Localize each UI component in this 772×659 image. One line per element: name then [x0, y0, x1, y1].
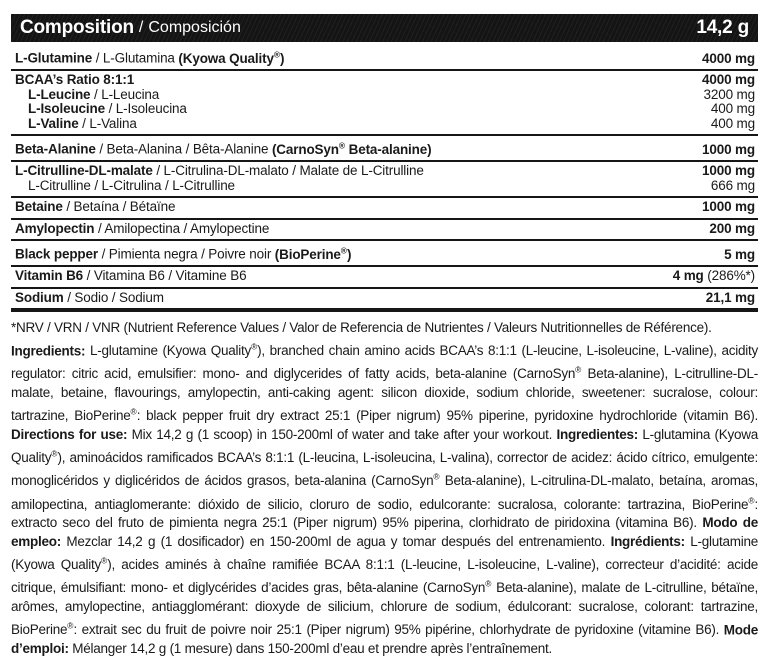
row-label — [15, 164, 692, 179]
row-label — [15, 200, 692, 215]
text-segment: 3200 mg — [703, 86, 755, 102]
row-value — [663, 269, 755, 284]
text-segment: / Pimienta negra / Poivre noir — [97, 246, 275, 262]
text-segment: / Betaína / Bétaïne — [62, 199, 176, 214]
text-segment: / L-Valina — [78, 115, 137, 131]
row-value — [694, 88, 756, 103]
registered-trademark-symbol: ® — [273, 49, 280, 59]
text-segment: L-Isoleucine — [28, 101, 105, 116]
row-value — [701, 117, 755, 132]
text-segment: L-glutamina (Kyowa Quality®), aminoácidos ramificados BCAA’s 8:1:1 (L-leucina, L-isoleucina, L-valina), corrector de acidez: ácido cítrico, emulgente: monoglicéridos y diglicéridos de ácidos grasos, beta-alanina (CarnoSyn® Beta-alanine), L-citrulina-DL-malato, betaína, aromas, amilopectina, antiaglomerante: dióxido de silicio, cloruro de sodio, edulcorante: sucralosa, colorante: tartrazina, BioPerine®: extracto seco del fruto de pimienta negra 25:1 (Piper nigrum) 95% piperina, clorhidrato de piridoxina (vitamina B6). — [11, 427, 759, 531]
table-row — [15, 222, 755, 237]
row-value — [696, 291, 755, 306]
registered-trademark-symbol: ® — [130, 406, 137, 417]
table-group — [11, 241, 758, 267]
table-row — [15, 102, 755, 117]
text-segment: L-Glutamine — [15, 50, 93, 66]
row-value — [701, 179, 755, 194]
text-segment: 21,1 mg — [705, 289, 755, 305]
registered-trademark-symbol: ® — [338, 140, 346, 150]
text-segment: Mezclar 14,2 g (1 dosificador) en 150-200ml de agua y tomar después del entrenamiento. — [61, 534, 611, 550]
header-title: Composition — [20, 17, 134, 38]
row-value — [692, 73, 755, 88]
row-label — [15, 269, 663, 284]
text-segment: 4000 mg — [702, 72, 755, 87]
header-separator: / — [138, 19, 144, 36]
text-segment: 400 mg — [710, 115, 755, 131]
composition-panel — [11, 14, 758, 659]
text-segment: (286%*) — [703, 268, 755, 283]
table-row — [15, 164, 755, 179]
registered-trademark-symbol: ® — [101, 555, 108, 566]
text-segment: Mélanger 14,2 g (1 mesure) dans 150-200ml d’eau et prendre après l’entraînement. — [68, 641, 553, 657]
registered-trademark-symbol: ® — [485, 578, 492, 589]
table-group — [11, 289, 758, 313]
text-segment: Mix 14,2 g (1 scoop) in 150-200ml of water and take after your workout. — [127, 427, 557, 443]
registered-trademark-symbol: ® — [575, 364, 582, 375]
text-segment: L-Citrulline-DL-malate — [15, 163, 153, 178]
registered-trademark-symbol: ® — [51, 448, 58, 459]
ingredients-paragraph — [11, 338, 758, 659]
text-segment: 1000 mg — [702, 163, 755, 178]
text-segment: Black pepper — [15, 246, 98, 262]
text-segment: L-Leucine — [28, 86, 91, 102]
text-segment: BCAA’s Ratio 8:1:1 — [15, 72, 135, 87]
text-segment: / L-Leucina — [90, 86, 160, 102]
table-group — [11, 136, 758, 162]
text-segment: Ingredients: — [11, 343, 86, 359]
text-segment: / L-Isoleucina — [104, 101, 187, 116]
row-label — [15, 73, 692, 88]
row-value — [714, 248, 755, 263]
table-row — [15, 73, 755, 88]
row-label — [15, 222, 699, 237]
text-segment: / Sodio / Sodium — [63, 289, 164, 305]
text-segment: 400 mg — [710, 101, 755, 116]
row-label — [15, 138, 692, 157]
table-group — [11, 71, 758, 136]
composition-header-bar — [11, 14, 758, 42]
table-group — [11, 162, 758, 198]
table-group — [11, 267, 758, 289]
row-label — [15, 88, 694, 103]
table-row — [15, 47, 755, 66]
text-segment: Sodium — [15, 289, 64, 305]
text-segment: / L-Citrulina-DL-malato / Malate de L-Citrulline — [152, 163, 424, 178]
text-segment: Ingredientes: — [556, 427, 638, 443]
row-value — [699, 222, 755, 237]
row-label — [15, 291, 696, 306]
row-label — [15, 47, 692, 66]
text-segment: L-glutamine (Kyowa Quality®), branched chain amino acids BCAA’s 8:1:1 (L-leucine, L-isoleucine, L-valine), acidity regulator: citric acid, emulsifier: mono- and diglycerides of fatty acids, beta-alanine (CarnoSyn® Beta-alanine), L-citrulline-DL-malate, betaine, flavourings, amylopectin, anti-caking agent: silicon dioxide, sodium chloride, sweetener: sucralose, colour: tartrazine, BioPerine®: black pepper fruit dry extract 25:1 (Piper nigrum) 95% piperine, pyridoxine hydrochloride (vitamin B6). — [11, 341, 759, 424]
row-label — [15, 179, 701, 194]
registered-trademark-symbol: ® — [340, 245, 347, 255]
row-label — [15, 117, 701, 132]
text-segment: Ingrédients: — [610, 534, 685, 550]
text-segment: Modo de empleo: — [11, 515, 758, 550]
text-segment: L-Citrulline / L-Citrulina / L-Citrulline — [28, 177, 235, 193]
table-group — [11, 198, 758, 220]
text-segment: Vitamin B6 — [15, 268, 84, 283]
text-segment: / L-Glutamina — [92, 50, 179, 66]
text-segment: Mode d’emploi: — [11, 622, 758, 657]
row-value — [692, 164, 755, 179]
row-value — [692, 200, 755, 215]
row-value — [692, 143, 755, 158]
table-row — [15, 200, 755, 215]
text-segment: L-glutamine (Kyowa Quality®), acides aminés à chaîne ramifiée BCAA 8:1:1 (L-leucine, L-isoleucine, L-valine), correcteur d’acidité: acide citrique, émulsifiant: mono- et diglycérides d’acides gras, bêta-alanine (CarnoSyn® Beta-alanine), malate de L-citrulline, bétaïne, arômes, amylopectine, antiagglomérant: dioxyde de silicium, chlorure de sodium, édulcorant: sucralose, colorant: tartrazine, BioPerine®: extrait sec du fruit de poivre noir 25:1 (Piper nigrum) 95% pipérine, chlorhydrate de pyridoxine (vitamine B6). — [11, 534, 759, 638]
row-value — [692, 52, 755, 67]
info-text-block — [11, 319, 758, 659]
row-value — [701, 102, 755, 117]
registered-trademark-symbol: ® — [433, 471, 440, 482]
table-group — [11, 220, 758, 242]
registered-trademark-symbol: ® — [748, 495, 755, 506]
text-segment: / Amilopectina / Amylopectine — [94, 220, 270, 236]
text-segment: 1000 mg — [702, 199, 755, 214]
registered-trademark-symbol: ® — [67, 620, 74, 631]
table-row — [15, 243, 755, 262]
text-segment: Amylopectin — [15, 220, 95, 236]
text-segment: / Beta-Alanina / Bêta-Alanine — [95, 141, 272, 157]
text-segment: 5 mg — [724, 246, 755, 262]
nrv-footnote: *NRV / VRN / VNR (Nutrient Reference Values / Valor de Referencia de Nutrientes / Valeurs Nutritionnelles de Référence). — [11, 320, 712, 335]
text-segment: 1000 mg — [702, 141, 755, 157]
table-group — [11, 45, 758, 71]
table-row — [15, 269, 755, 284]
text-segment: L-Valine — [28, 115, 79, 131]
text-segment: 200 mg — [709, 220, 755, 236]
table-row — [15, 117, 755, 132]
text-segment: Betaine — [15, 199, 63, 214]
header-subtitle: Composición — [148, 19, 241, 36]
text-segment: / Vitamina B6 / Vitamine B6 — [83, 268, 247, 283]
table-row — [15, 179, 755, 194]
text-segment: (BioPerine®) — [274, 245, 352, 262]
text-segment: Beta-Alanine — [15, 141, 96, 157]
table-row — [15, 88, 755, 103]
text-segment: 4 mg — [672, 268, 704, 283]
table-row — [15, 138, 755, 157]
text-segment: 4000 mg — [702, 50, 755, 66]
table-row — [15, 291, 755, 306]
row-label — [15, 243, 714, 262]
text-segment: (Kyowa Quality®) — [178, 49, 285, 66]
composition-table — [11, 45, 758, 312]
row-label — [15, 102, 701, 117]
registered-trademark-symbol: ® — [250, 341, 258, 352]
serving-size: 14,2 g — [696, 17, 749, 38]
text-segment: Directions for use: — [11, 427, 128, 443]
text-segment: (CarnoSyn® Beta-alanine) — [271, 140, 432, 157]
text-segment: 666 mg — [710, 177, 755, 193]
